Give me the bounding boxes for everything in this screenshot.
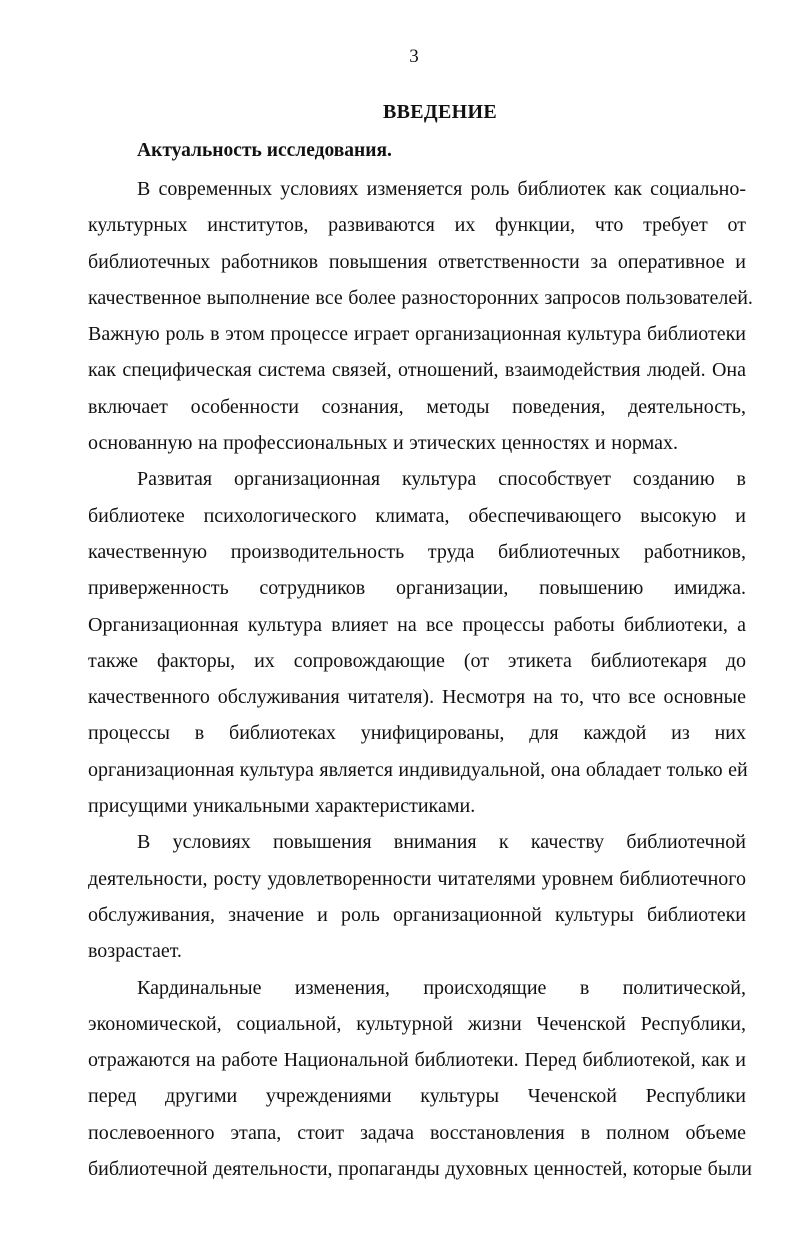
text-line: процессы в библиотеках унифицированы, для каждой из них bbox=[88, 722, 746, 745]
text-line: деятельности, росту удовлетворенности читателями уровнем библиотечного bbox=[88, 867, 746, 890]
text-line: библиотечной деятельности, пропаганды духовных ценностей, которые были bbox=[88, 1158, 752, 1181]
paragraph bbox=[88, 171, 753, 461]
text-line: Важную роль в этом процессе играет организационная культура библиотеки bbox=[88, 323, 746, 346]
text-line: присущими уникальными характеристиками. bbox=[88, 795, 476, 818]
text-line: послевоенного этапа, стоит задача восстановления в полном объеме bbox=[88, 1121, 746, 1144]
section-heading: ВВЕДЕНИЕ bbox=[383, 101, 497, 123]
paragraph bbox=[88, 824, 746, 969]
paragraph bbox=[88, 461, 746, 824]
text-line: также факторы, их сопровождающие (от этикета библиотекаря до bbox=[88, 649, 746, 672]
text-line: качественную производительность труда библиотечных работников, bbox=[88, 540, 746, 563]
paragraph bbox=[88, 970, 752, 1188]
text-line: В современных условиях изменяется роль библиотек как социально- bbox=[137, 178, 746, 200]
text-line: отражаются на работе Национальной библиотеки. Перед библиотекой, как и bbox=[88, 1049, 746, 1072]
text-line: приверженность сотрудников организации, повышению имиджа. bbox=[88, 577, 746, 600]
text-line: возрастает. bbox=[88, 940, 182, 963]
text-line: библиотеке психологического климата, обеспечивающего высокую и bbox=[88, 504, 746, 527]
text-line: культурных институтов, развиваются их функции, что требует от bbox=[88, 214, 746, 237]
subsection-heading: Актуальность исследования. bbox=[137, 140, 392, 161]
text-line: основанную на профессиональных и этических ценностях и нормах. bbox=[88, 432, 679, 455]
body-text bbox=[88, 171, 753, 1187]
text-line: перед другими учреждениями культуры Чеченской Республики bbox=[88, 1085, 746, 1108]
text-line: включает особенности сознания, методы поведения, деятельность, bbox=[88, 395, 746, 418]
text-line: Развитая организационная культура способствует созданию в bbox=[137, 468, 746, 491]
page-number: 3 bbox=[409, 46, 419, 67]
text-line: организационная культура является индивидуальной, она обладает только ей bbox=[88, 758, 748, 781]
text-line: Кардинальные изменения, происходящие в политической, bbox=[137, 976, 746, 999]
text-line: обслуживания, значение и роль организационной культуры библиотеки bbox=[88, 903, 746, 926]
text-line: библиотечных работников повышения ответственности за оперативное и bbox=[88, 250, 746, 273]
text-line: качественного обслуживания читателя). Несмотря на то, что все основные bbox=[88, 686, 746, 709]
text-line: экономической, социальной, культурной жизни Чеченской Республики, bbox=[88, 1012, 746, 1035]
text-line: качественное выполнение все более разносторонних запросов пользователей. bbox=[88, 286, 753, 309]
text-line: как специфическая система связей, отношений, взаимодействия людей. Она bbox=[88, 359, 746, 382]
text-line: Организационная культура влияет на все процессы работы библиотеки, а bbox=[88, 613, 746, 636]
text-line: В условиях повышения внимания к качеству библиотечной bbox=[137, 831, 746, 854]
